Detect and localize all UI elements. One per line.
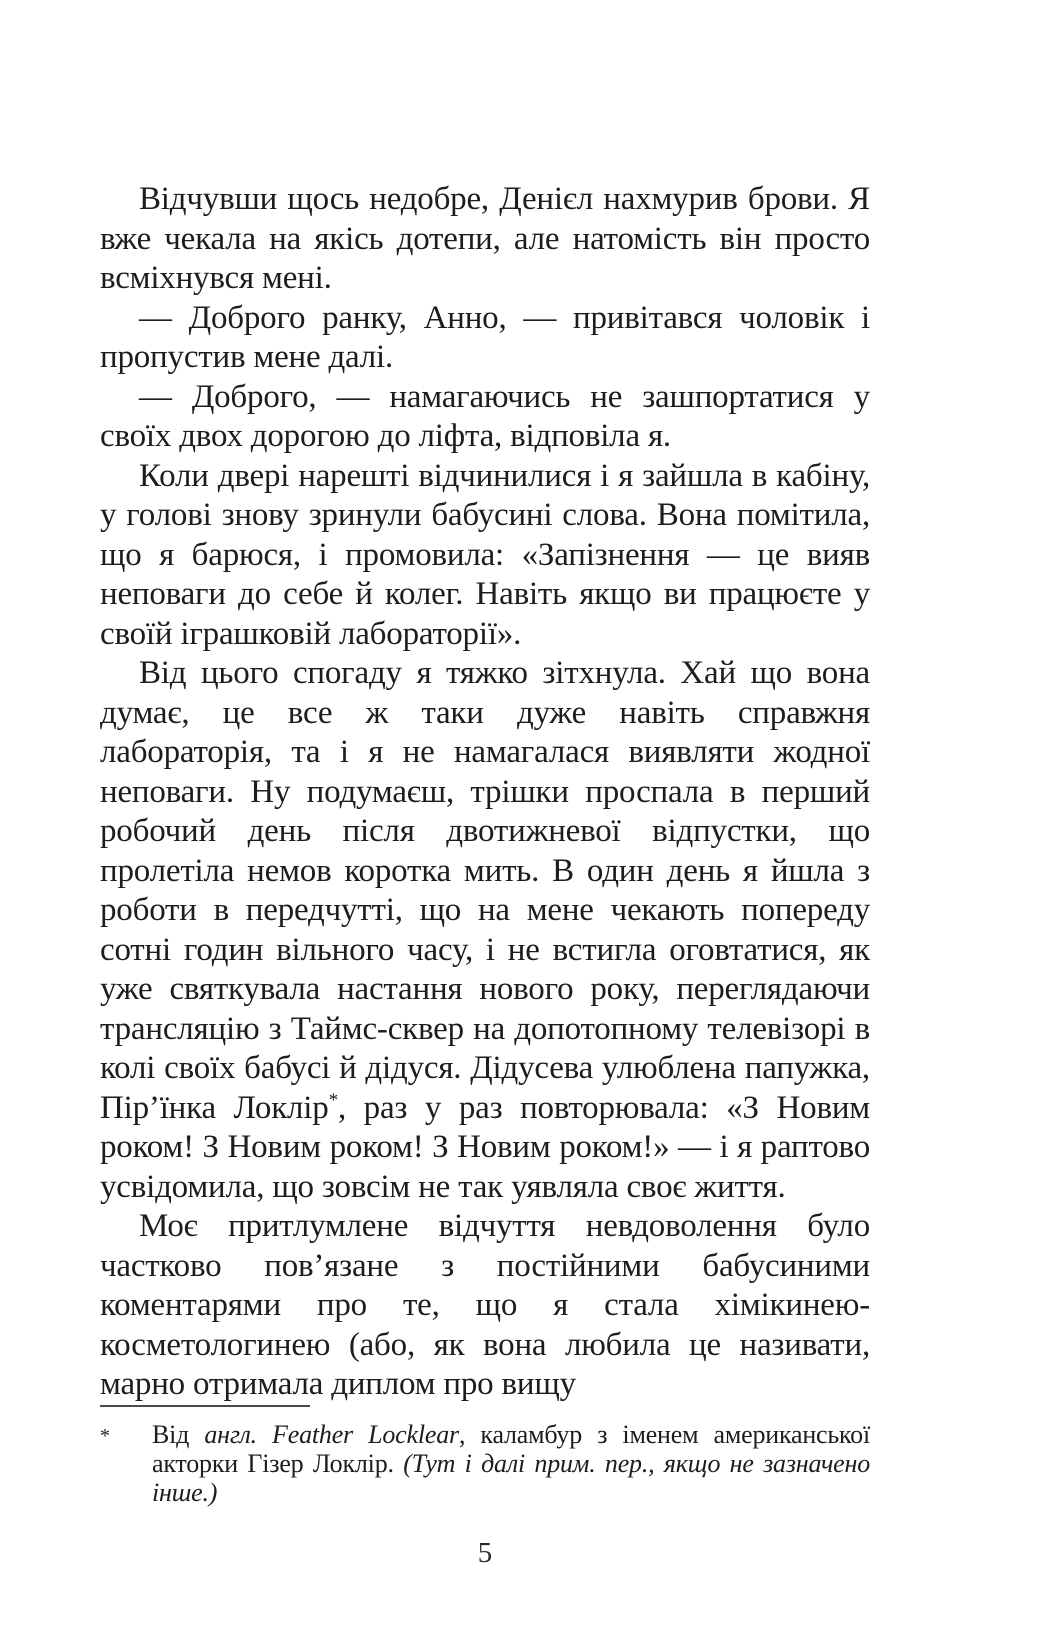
paragraph-1: Відчувши щось недобре, Денієл нахмурив брови. Я вже чекала на якісь дотепи, але натомість він просто всміхнувся мені. [100, 181, 870, 296]
paragraph-2-dialogue: — Доброго ранку, Анно, — привітався чоловік і пропустив мене далі. [100, 299, 870, 375]
footnote-segment-italic: (Тут і далі прим. пер., якщо не зазначено інше.) [152, 1448, 870, 1507]
footnote-section [100, 1405, 870, 1507]
footnote-segment-roman: Від [152, 1419, 205, 1449]
footnote-segment-italic: англ. Feather Locklear [204, 1419, 459, 1449]
footnote-separator-line [100, 1405, 310, 1407]
footnote-segment-roman: , каламбур з іменем американської акторки Гізер Локлір. [152, 1419, 870, 1478]
page-body [100, 180, 870, 1405]
footnote-text [152, 1420, 870, 1507]
paragraph-3-dialogue: — Доброго, — намагаючись не зашпортатися у своїх двох дорогою до ліфта, відповіла я. [100, 378, 870, 454]
page-number: 5 [477, 1536, 493, 1569]
paragraph-4: Коли двері нарешті відчинилися і я зайшла в кабіну, у голові знову зринули бабусині слова. Вона помітила, що я барюся, і промовила: «Запізнення — це вияв неповаги до себе й колег. Навіть якщо ви працюєте у своїй іграшковій лабораторії». [100, 457, 870, 652]
footnote-marker: * [100, 1424, 110, 1447]
paragraph-5 [100, 654, 870, 1207]
footnote-ref-asterisk: * [328, 1089, 338, 1111]
paragraph-6: Моє притлумлене відчуття невдоволення було частково пов’язане з постійними бабусиними коментарями про те, що я стала хімікинею-косметологинею (або, як вона любила це називати, марно отримала диплом про вищу [100, 1208, 870, 1402]
paragraph-5-text-after-ref: , раз у раз повторювала: «З Новим роком! З Новим роком! З Новим роком!» — і я раптово усвідомила, що зовсім не так уявляла своє життя. [100, 1089, 870, 1205]
footnote [100, 1420, 870, 1507]
paragraph-5-text-before-ref: Від цього спогаду я тяжко зітхнула. Хай що вона думає, це все ж таки дуже навіть справжня лабораторія, та і я не намагалася виявляти жодної неповаги. Ну подумаєш, трішки проспала в перший робочий день після двотижневої відпустки, що пролетіла немов коротка мить. В один день я йшла з роботи в передчутті, що на мене чекають попереду сотні годин вільного часу, і не встигла оговтатися, як уже святкувала настання нового року, переглядаючи трансляцію з Таймс-сквер на допотопному телевізорі в колі своїх бабусі й дідуся. Дідусева улюблена папужка, Пір’їнка Локлір [100, 655, 870, 1126]
